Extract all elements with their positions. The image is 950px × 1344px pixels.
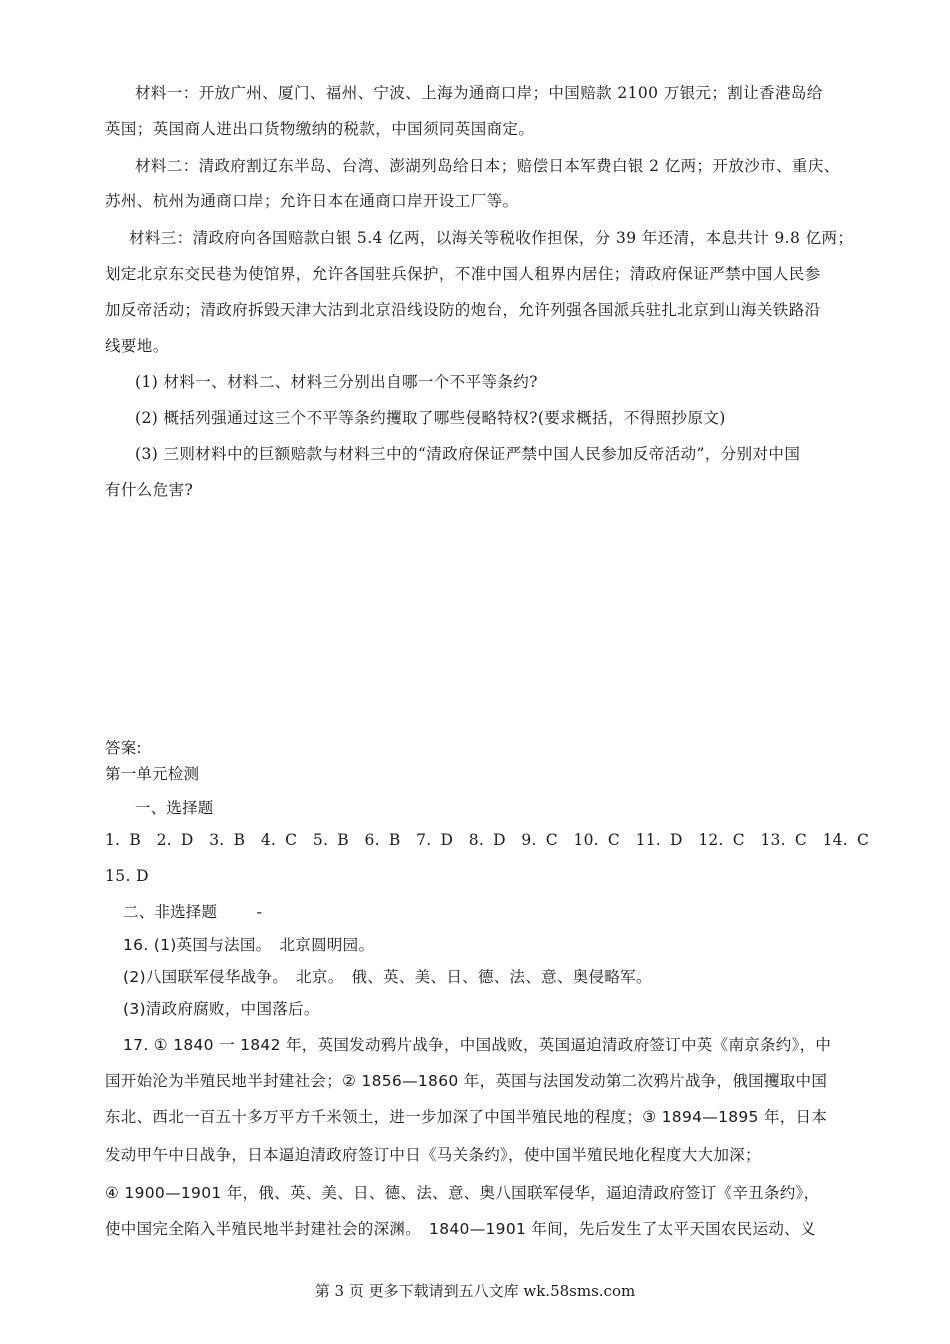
material-2-line-1: 材料二：清政府割辽东半岛、台湾、澎湖列岛给日本；赔偿日本军费白银 2 亿两；开放沙市、重庆、 xyxy=(135,157,840,175)
section-nonchoice-dash: - xyxy=(256,903,263,921)
material-1-line-2: 英国；英国商人进出口货物缴纳的税款，中国须同英国商定。 xyxy=(105,120,535,138)
material-3-line-4: 线要地。 xyxy=(105,337,169,355)
question-3-line-2: 有什么危害? xyxy=(105,481,194,499)
answer-17-line-2: 国开始沦为半殖民地半封建社会；② 1856—1860 年，英国与法国发动第二次鸦片战争，俄国攫取中国 xyxy=(105,1072,828,1090)
page-footer: 第 3 页 更多下载请到五八文库 wk.58sms.com xyxy=(314,1282,636,1300)
choice-answers-line-1: 1. B 2. D 3. B 4. C 5. B 6. B 7. D 8. D 9. C 10. C 11. D 12. C 13. C 14. C xyxy=(105,831,870,849)
material-3-line-3: 加反帝活动；清政府拆毁天津大沽到北京沿线设防的炮台，允许列强各国派兵驻扎北京到山海关铁路沿 xyxy=(105,301,821,319)
section-choice-heading: 一、选择题 xyxy=(135,799,214,817)
answer-17-line-5: ④ 1900—1901 年，俄、英、美、日、德、法、意、奥八国联军侵华，逼迫清政府签订《辛丑条约》， xyxy=(105,1184,820,1202)
material-3-line-2: 划定北京东交民巷为使馆界，允许各国驻兵保护，不准中国人租界内居住；清政府保证严禁中国人民参 xyxy=(105,265,821,283)
question-2: (2) 概括列强通过这三个不平等条约攫取了哪些侵略特权?(要求概括，不得照抄原文) xyxy=(135,409,726,427)
answer-17-line-1: 17. ① 1840 一 1842 年，英国发动鸦片战争，中国战败，英国逼迫清政府签订中英《南京条约》，中 xyxy=(123,1036,832,1054)
question-1: (1) 材料一、材料二、材料三分别出自哪一个不平等条约? xyxy=(135,373,538,391)
answer-16-part-1: 16. (1)英国与法国。 北京圆明园。 xyxy=(123,936,375,954)
material-3-line-1: 材料三：清政府向各国赔款白银 5.4 亿两，以海关等税收作担保，分 39 年还清，本息共计 9.8 亿两； xyxy=(129,229,854,247)
answer-16-part-3: (3)清政府腐败，中国落后。 xyxy=(123,1000,320,1018)
section-nonchoice-heading xyxy=(105,901,883,923)
unit-title: 第一单元检测 xyxy=(105,765,200,783)
section-nonchoice-label: 二、非选择题 xyxy=(123,903,218,921)
material-1-line-1: 材料一：开放广州、厦门、福州、宁波、上海为通商口岸；中国赔款 2100 万银元；割让香港岛给 xyxy=(135,84,823,102)
answer-17-line-3: 东北、西北一百五十多万平方千米领土，进一步加深了中国半殖民地的程度；③ 1894—1895 年，日本 xyxy=(105,1108,828,1126)
answers-heading: 答案: xyxy=(105,739,142,757)
answer-17-line-4: 发动甲午中日战争，日本逼迫清政府签订中日《马关条约》，使中国半殖民地化程度大大加深； xyxy=(105,1146,761,1164)
choice-answers-line-2: 15. D xyxy=(105,867,150,885)
question-3-line-1: (3) 三则材料中的巨额赔款与材料三中的“清政府保证严禁中国人民参加反帝活动”，分别对中国 xyxy=(135,445,801,463)
material-2-line-2: 苏州、杭州为通商口岸；允许日本在通商口岸开设工厂等。 xyxy=(105,192,519,210)
answer-16-part-2: (2)八国联军侵华战争。 北京。 俄、英、美、日、德、法、意、奥侵略军。 xyxy=(123,968,652,986)
answer-17-line-6: 使中国完全陷入半殖民地半封建社会的深渊。 1840—1901 年间，先后发生了太平天国农民运动、义 xyxy=(105,1220,816,1238)
